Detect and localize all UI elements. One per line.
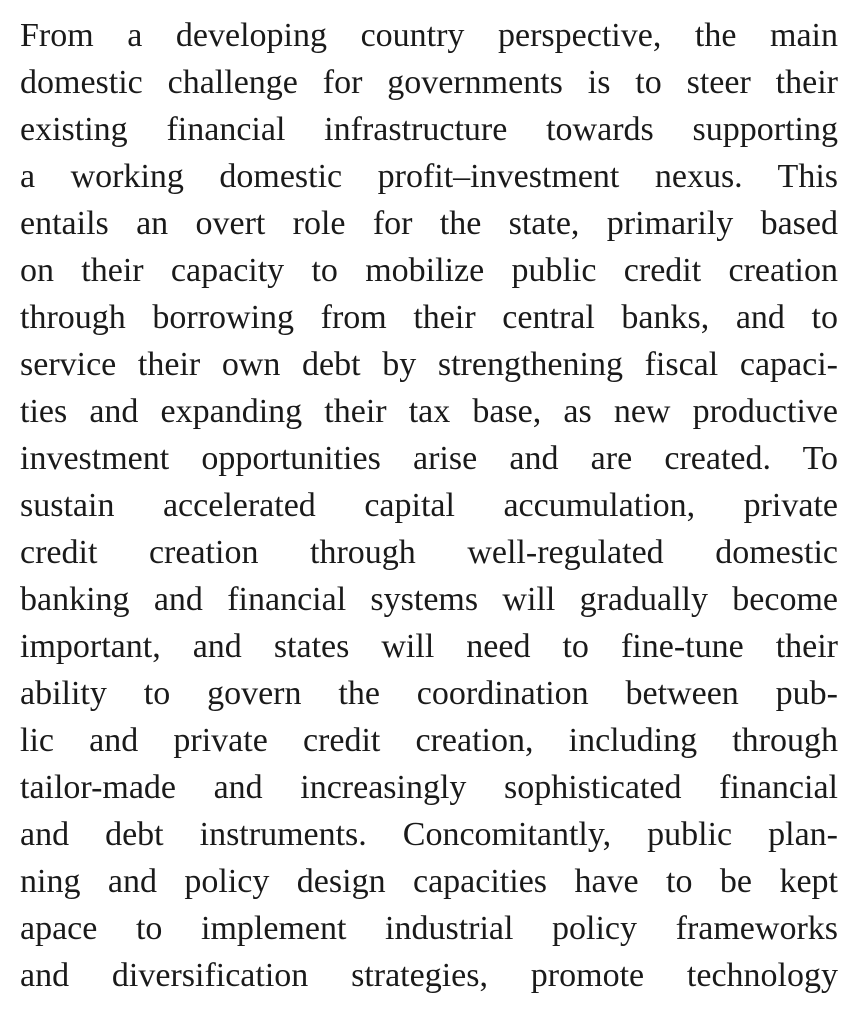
paragraph-line: on their capacity to mobilize public credit creation	[20, 252, 838, 289]
paragraph-line: through borrowing from their central banks, and to	[20, 299, 838, 336]
document-page	[20, 12, 838, 999]
paragraph-line: lic and private credit creation, including through	[20, 722, 838, 759]
paragraph-line: investment opportunities arise and are created. To	[20, 440, 838, 477]
paragraph-line: a working domestic profit–investment nexus. This	[20, 158, 838, 195]
paragraph-line: important, and states will need to fine-tune their	[20, 628, 838, 665]
paragraph-line: sustain accelerated capital accumulation, private	[20, 487, 838, 524]
paragraph-line: apace to implement industrial policy frameworks	[20, 910, 838, 947]
paragraph-line: entails an overt role for the state, primarily based	[20, 205, 838, 242]
paragraph-line: ability to govern the coordination between pub-	[20, 675, 838, 712]
paragraph-line: From a developing country perspective, the main	[20, 17, 838, 54]
paragraph-line: credit creation through well-regulated domestic	[20, 534, 838, 571]
paragraph-line: domestic challenge for governments is to steer their	[20, 64, 838, 101]
paragraph-line: and debt instruments. Concomitantly, public plan-	[20, 816, 838, 853]
paragraph-line: tailor-made and increasingly sophisticated financial	[20, 769, 838, 806]
body-paragraph	[20, 12, 838, 999]
paragraph-line: banking and financial systems will gradually become	[20, 581, 838, 618]
paragraph-line: ning and policy design capacities have to be kept	[20, 863, 838, 900]
paragraph-line: and diversification strategies, promote technology	[20, 957, 838, 994]
paragraph-line: ties and expanding their tax base, as new productive	[20, 393, 838, 430]
paragraph-line: existing financial infrastructure towards supporting	[20, 111, 838, 148]
paragraph-line: service their own debt by strengthening fiscal capaci-	[20, 346, 838, 383]
